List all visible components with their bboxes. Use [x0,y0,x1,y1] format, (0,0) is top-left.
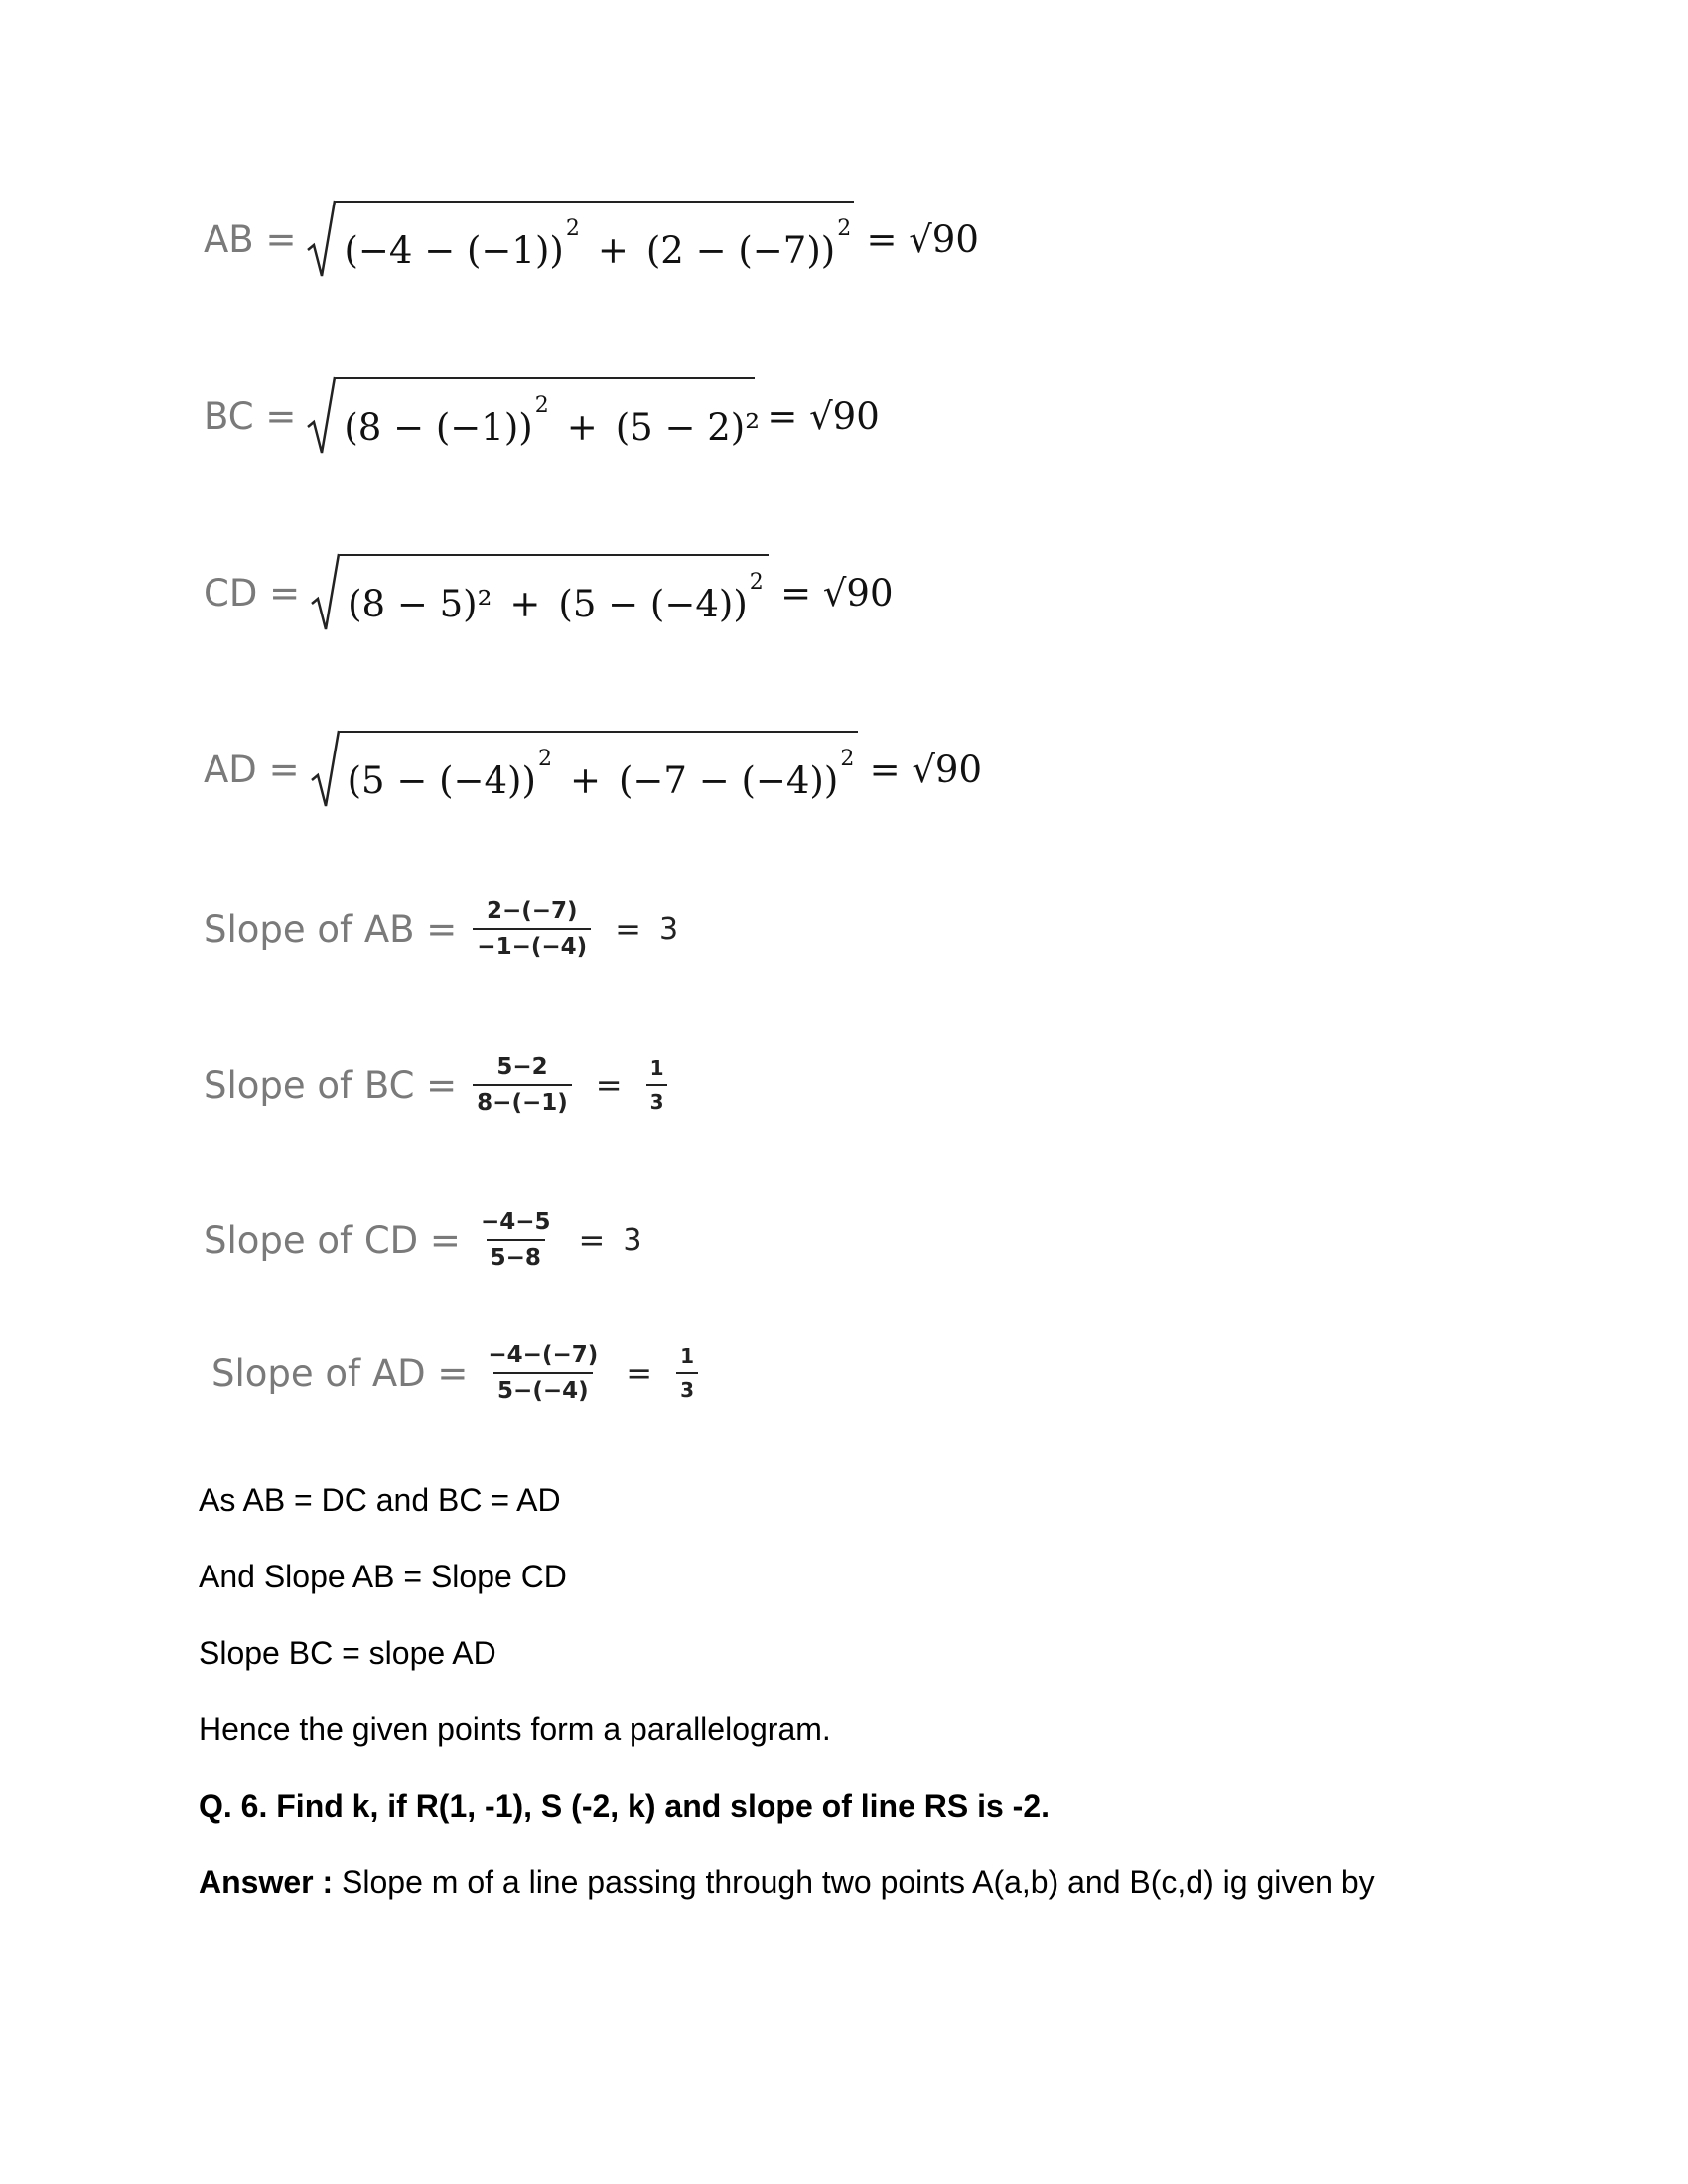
radical-body [336,377,761,457]
term1: (8 − 5)² [348,582,492,625]
distance-ab-result: = √90 [866,217,979,261]
slope-ab-fraction [473,898,591,960]
numerator: 5−2 [496,1054,548,1080]
slope-ad-equation [211,1342,704,1404]
distance-cd-label: CD = [204,571,301,614]
denominator: 5−8 [487,1239,545,1271]
term2: (5 − 2)² [615,405,761,449]
statement-equal-sides: As AB = DC and BC = AD [199,1482,561,1518]
exponent: 2 [837,215,852,241]
distance-ab-label: AB = [204,217,297,261]
term2: (2 − (−7)) [645,228,836,272]
radical-body [340,731,858,810]
answer-paragraph [199,1864,1375,1901]
term2: (5 − (−4)) [558,582,748,625]
slope-ad-label: Slope of AD = [211,1351,469,1395]
slope-cd-label: Slope of CD = [204,1218,461,1262]
exponent: 2 [840,746,855,771]
plus-sign: + [569,758,601,802]
exponent: 2 [749,569,764,595]
statement-slope-ab-cd: And Slope AB = Slope CD [199,1559,567,1594]
plus-sign: + [566,405,598,449]
result-numerator: 1 [680,1344,694,1368]
conclusion: Hence the given points form a parallelogram. [199,1711,831,1747]
slope-bc-equation [204,1054,673,1116]
denominator: 8−(−1) [473,1084,572,1116]
numerator: −4−5 [480,1209,551,1235]
distance-bc-equation [204,375,892,457]
radical-body [336,201,854,280]
result-denominator: 3 [646,1084,668,1114]
plus-sign: + [597,228,629,272]
radical [310,552,769,633]
slope-ab-label: Slope of AB = [204,907,458,951]
term1: (8 − (−1)) [344,405,533,449]
distance-cd-equation [204,552,906,633]
term1: (−4 − (−1)) [344,228,564,272]
slope-bc-label: Slope of BC = [204,1063,458,1107]
slope-ab-equation [204,898,678,960]
slope-bc-fraction [473,1054,572,1116]
equals-sign: = [615,910,641,948]
radical [306,375,761,457]
slope-cd-equation [204,1209,641,1271]
distance-ad-equation [204,729,994,810]
numerator: −4−(−7) [488,1342,599,1368]
question-6: Q. 6. Find k, if R(1, -1), S (-2, k) and slope of line RS is -2. [199,1788,1051,1824]
distance-ab-equation [204,199,991,280]
equals-sign: = [578,1221,606,1259]
radical [310,729,858,810]
radical-sign-icon [306,199,336,280]
slope-cd-result: 3 [623,1222,642,1258]
answer-label: Answer : [199,1864,334,1900]
slope-ad-result [676,1344,698,1402]
radical-sign-icon [310,729,340,810]
equals-sign: = [595,1066,623,1104]
radical-sign-icon [306,375,336,457]
term2: (−7 − (−4)) [618,758,839,802]
exponent: 2 [565,215,580,241]
slope-cd-fraction [477,1209,555,1271]
exponent: 2 [534,392,549,418]
answer-text: Slope m of a line passing through two points A(a,b) and B(c,d) ig given by [333,1864,1375,1900]
slope-ab-result: 3 [658,911,679,947]
distance-ad-result: = √90 [869,748,982,791]
result-denominator: 3 [676,1372,698,1402]
term1: (5 − (−4)) [347,758,536,802]
denominator: 5−(−4) [493,1372,593,1404]
slope-ad-fraction [484,1342,602,1404]
distance-bc-result: = √90 [767,394,880,438]
denominator: −1−(−4) [473,928,591,960]
slope-bc-result [646,1056,668,1114]
numerator: 2−(−7) [486,898,578,924]
distance-bc-label: BC = [204,394,297,438]
exponent: 2 [537,746,552,771]
distance-ad-label: AD = [204,748,300,791]
radical-body [340,554,769,633]
equals-sign: = [626,1354,653,1392]
result-numerator: 1 [649,1056,664,1080]
radical [306,199,854,280]
distance-cd-result: = √90 [780,571,894,614]
statement-slope-bc-ad: Slope BC = slope AD [199,1635,496,1671]
plus-sign: + [509,582,541,625]
radical-sign-icon [310,552,340,633]
